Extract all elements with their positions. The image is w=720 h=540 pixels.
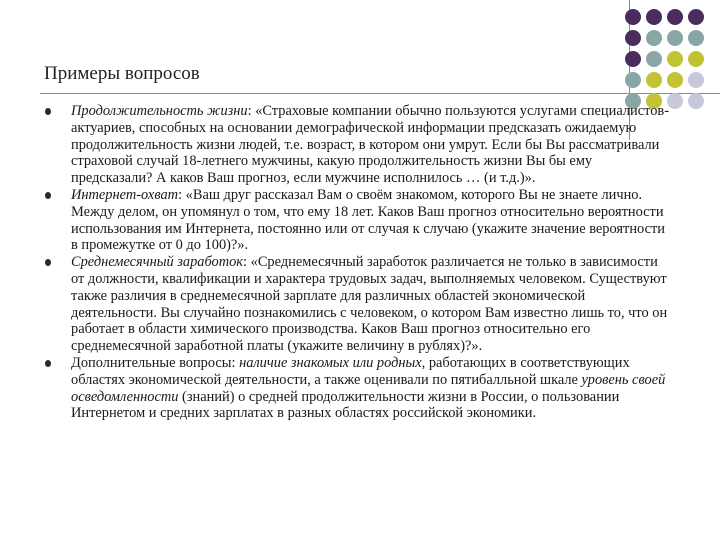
decor-dot: [667, 51, 683, 67]
bullet-icon: [45, 259, 51, 266]
decor-dot: [688, 30, 704, 46]
decor-dot: [667, 72, 683, 88]
item-text: (знаний) о средней продолжительности жизни в России, о пользовании Интернетом и средних зарплатах в разных областях российской экономики.: [71, 388, 620, 422]
decor-dot: [625, 9, 641, 25]
item-text: Дополнительные вопросы:: [71, 354, 240, 371]
list-item: [44, 187, 674, 254]
item-text: : «Среднемесячный заработок различается не только в зависимости от должности, квалификации и характера трудовых задач, выполняемых человеком. Существуют также различия в среднемесячной зарплате для различных областей экономической деятельности. Вы случайно познакомились с человеком, о котором Вам известно лишь то, что он работает в области химического производства. Каков Ваш прогноз относительно его среднемесячной заработной платы (укажите величину в рублях)?».: [71, 254, 668, 355]
decor-dot: [688, 93, 704, 109]
decor-dot: [646, 30, 662, 46]
decor-dot: [667, 9, 683, 25]
item-text: : «Ваш друг рассказал Вам о своём знакомом, которого Вы не знаете лично. Между делом, он упомянул о том, что ему 18 лет. Каков Ваш прогноз относительно вероятности использования им Интернета, постоянно или от случая к случаю (укажите значение вероятности в промежутке от 0 до 100)?».: [71, 186, 665, 254]
slide-title: Примеры вопросов: [44, 63, 200, 84]
decor-dot: [667, 30, 683, 46]
decor-dot: [688, 72, 704, 88]
item-lead: Продолжительность жизни: [71, 103, 248, 119]
item-emphasis: наличие знакомых или родных: [239, 354, 422, 371]
decor-dot: [688, 9, 704, 25]
list-item: [44, 254, 674, 355]
decor-dot: [646, 72, 662, 88]
item-lead: Интернет-охват: [71, 186, 179, 203]
bullet-list: [44, 103, 674, 422]
list-item: [44, 355, 674, 422]
decor-dot: [625, 51, 641, 67]
decor-dot: [688, 51, 704, 67]
decor-dot: [625, 30, 641, 46]
horizontal-rule: [40, 93, 720, 94]
decor-dot: [625, 72, 641, 88]
bullet-icon: [45, 192, 51, 199]
bullet-icon: [45, 108, 51, 115]
decor-dot: [646, 9, 662, 25]
item-emphasis: уровень своей осведомленности: [71, 371, 666, 405]
item-text: : «Страховые компании обычно пользуются услугами специалистов-актуариев, способных на основании демографической информации предсказать ожидаемую продолжительность жизни людей, т.е. возраст, в котором они умрут. Если бы Вы рассматривали страховой случай 18-летнего мужчины, какую продолжительность жизни Вы бы ему предсказали? А каков Ваш прогноз, если мужчине исполнилось … (и т.д.)».: [71, 103, 669, 187]
item-lead: Среднемесячный заработок: [71, 254, 244, 271]
bullet-icon: [45, 360, 51, 367]
item-text: , работающих в соответствующих областях экономической деятельности, а также оценивали по пятибалльной шкале: [71, 354, 630, 388]
list-item: [44, 103, 674, 187]
decor-dot: [646, 51, 662, 67]
